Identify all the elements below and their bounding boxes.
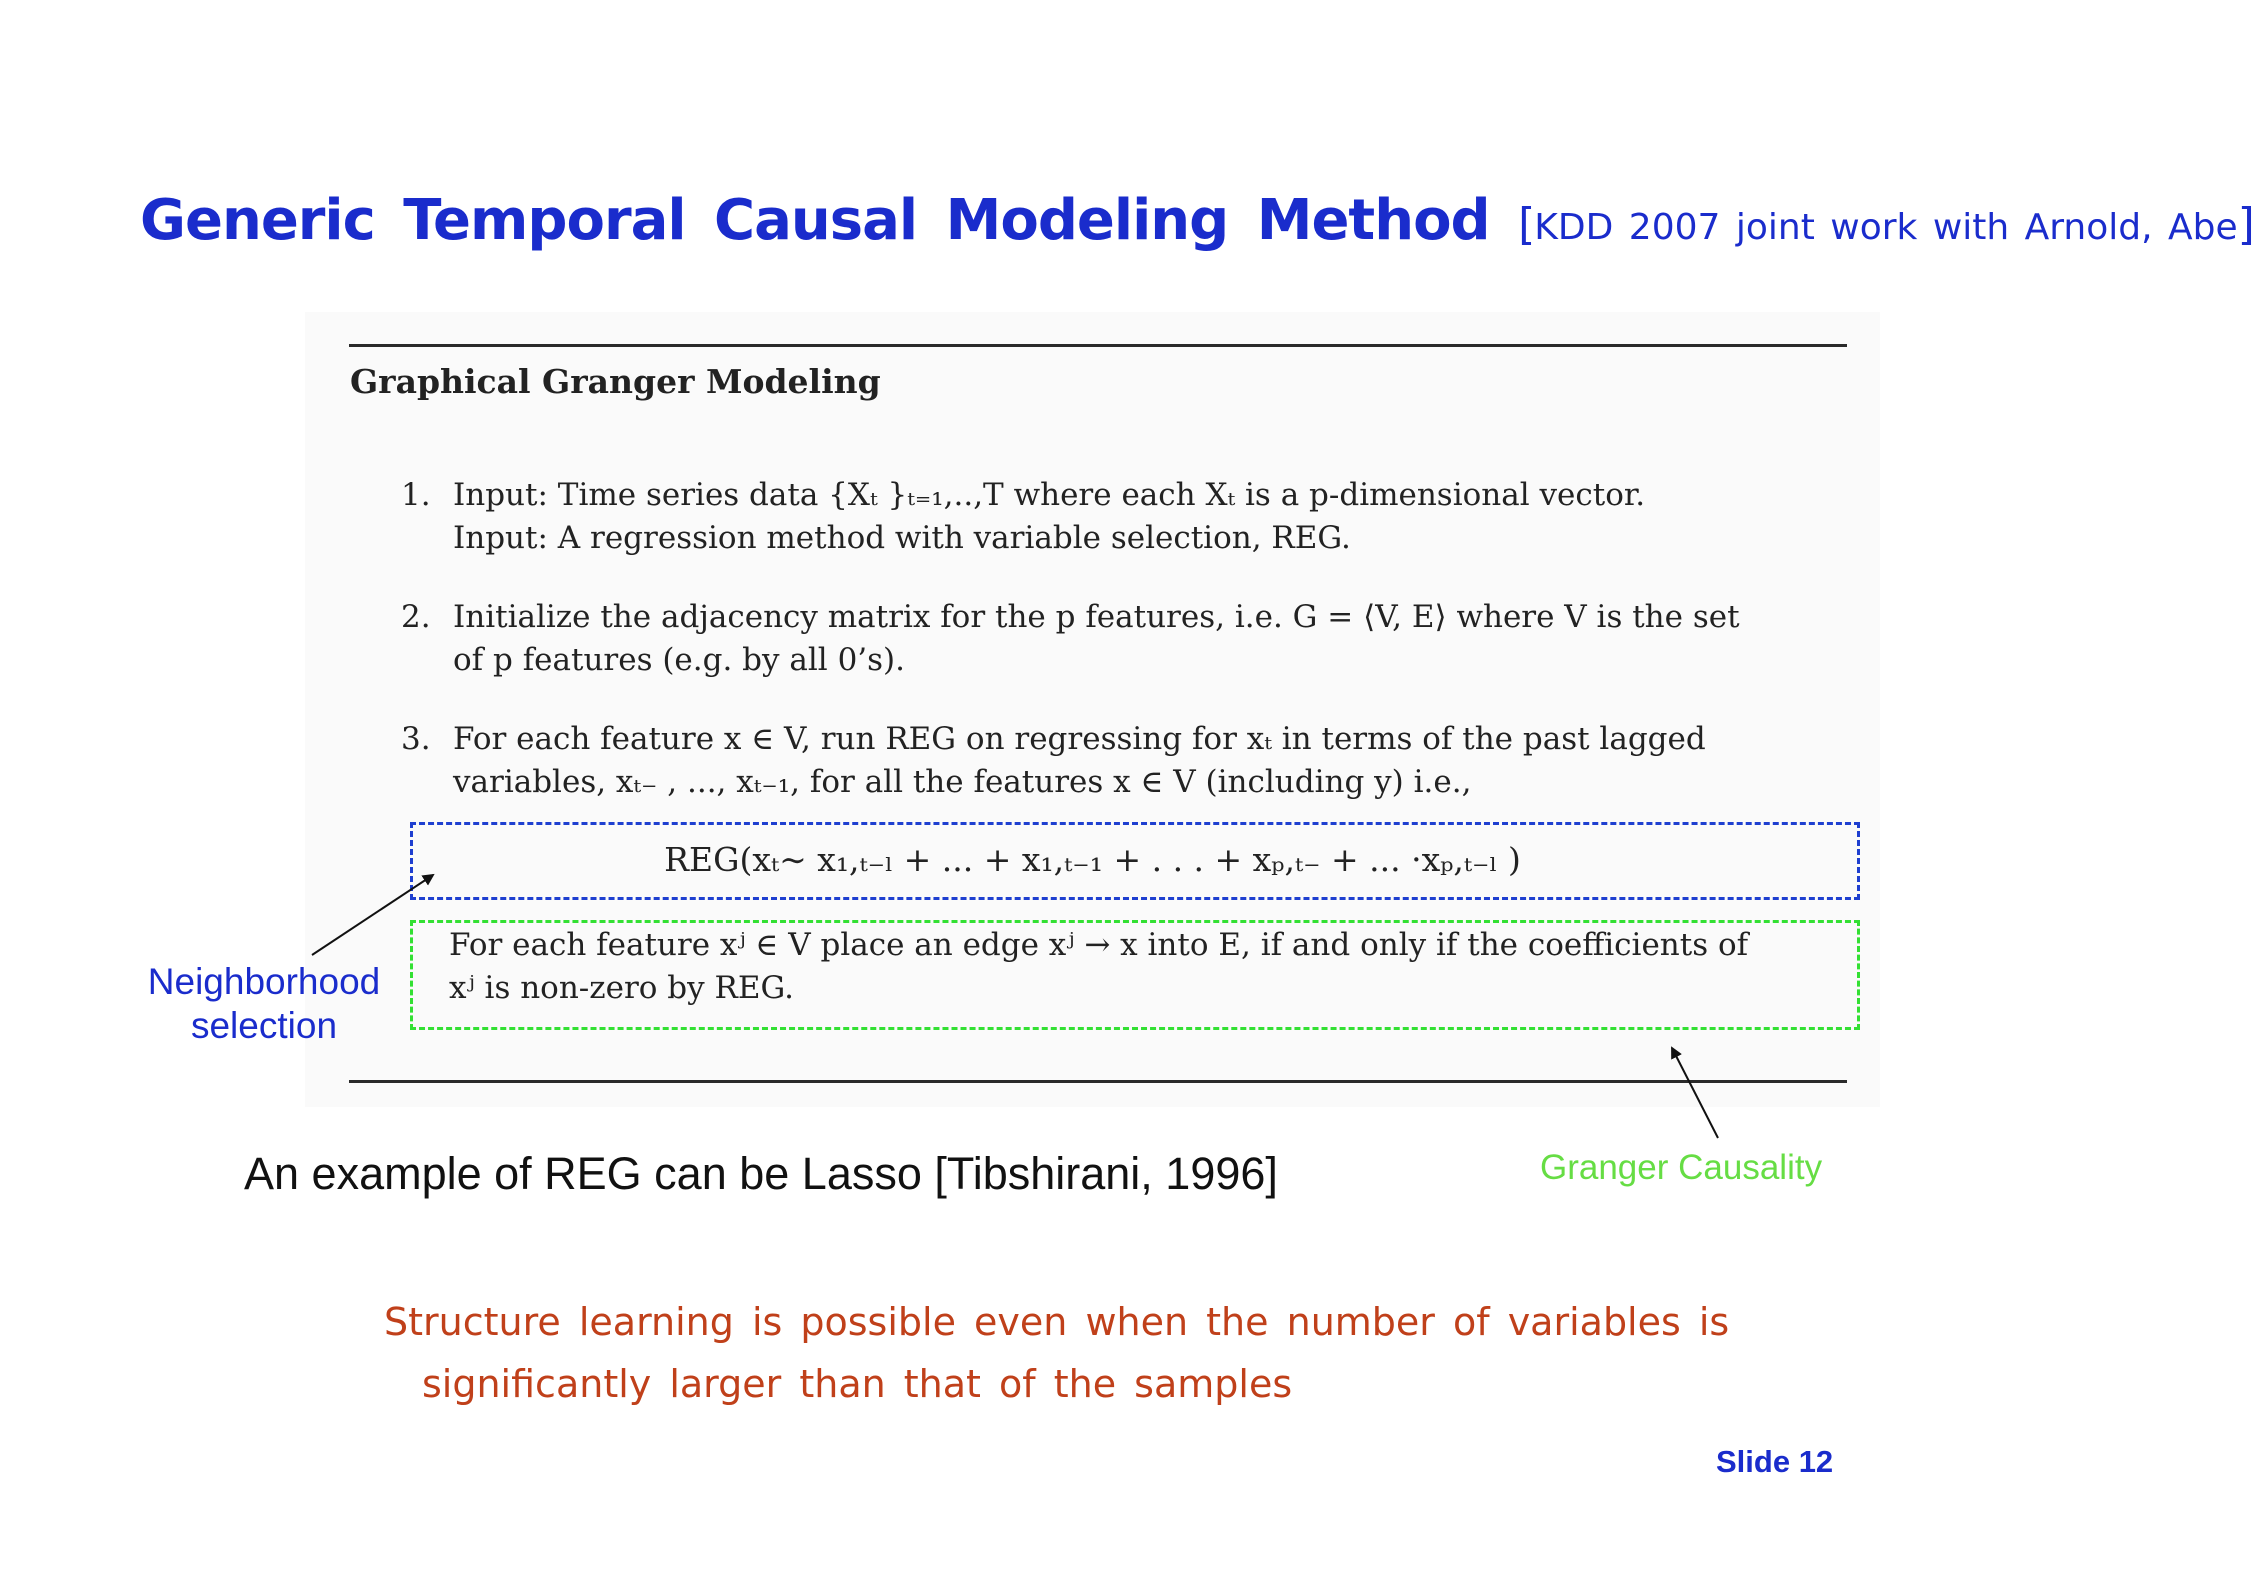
structure-learning-note-line1: Structure learning is possible even when the number of variables is (384, 1300, 1730, 1344)
reg-example-text: An example of REG can be Lasso [Tibshirani, 1996] (244, 1148, 1278, 1199)
granger-arrow (1672, 1048, 1718, 1138)
reg-formula: REG(xₜ∼ x₁,ₜ₋ₗ + ... + x₁,ₜ₋₁ + . . . + xₚ,ₜ₋ + ... ·xₚ,ₜ₋ₗ ) (664, 840, 1521, 879)
step-number: 3. (401, 721, 431, 757)
step-line: Input: Time series data {Xₜ }ₜ₌₁,..,T where each Xₜ is a p-dimensional vector. (453, 477, 1646, 513)
title-bracket-open: [ (1518, 199, 1535, 250)
edge-rule-line: xʲ is non-zero by REG. (449, 970, 794, 1006)
edge-rule-line: For each feature xʲ ∈ V place an edge xʲ → x into E, if and only if the coefficients of (449, 927, 1749, 963)
title-bracket-close: ] (2237, 199, 2254, 250)
structure-learning-note-line2: significantly larger than that of the samples (422, 1362, 1293, 1406)
neighborhood-label-line: Neighborhood (147, 961, 381, 1002)
step-number: 2. (401, 599, 431, 635)
title-reference: KDD 2007 joint work with Arnold, Abe (1534, 207, 2238, 248)
granger-causality-label: Granger Causality (1540, 1148, 1823, 1187)
step-line: Initialize the adjacency matrix for the p features, i.e. G = ⟨V, E⟩ where V is the set (453, 599, 1740, 635)
step-line: of p features (e.g. by all 0’s). (453, 642, 905, 678)
step-line: Input: A regression method with variable selection, REG. (453, 520, 1351, 556)
step-number: 1. (401, 477, 431, 513)
title-main: Generic Temporal Causal Modeling Method (140, 188, 1490, 253)
step-line: For each feature x ∈ V, run REG on regressing for xₜ in terms of the past lagged (453, 721, 1706, 757)
step-line: variables, xₜ₋ , ..., xₜ₋₁, for all the features x ∈ V (including y) i.e., (453, 764, 1472, 800)
neighborhood-selection-label (140, 960, 388, 1048)
neighborhood-arrow (312, 875, 433, 955)
algorithm-title: Graphical Granger Modeling (350, 362, 881, 401)
neighborhood-label-line: selection (190, 1005, 338, 1046)
slide-number: Slide 12 (1716, 1444, 1834, 1479)
